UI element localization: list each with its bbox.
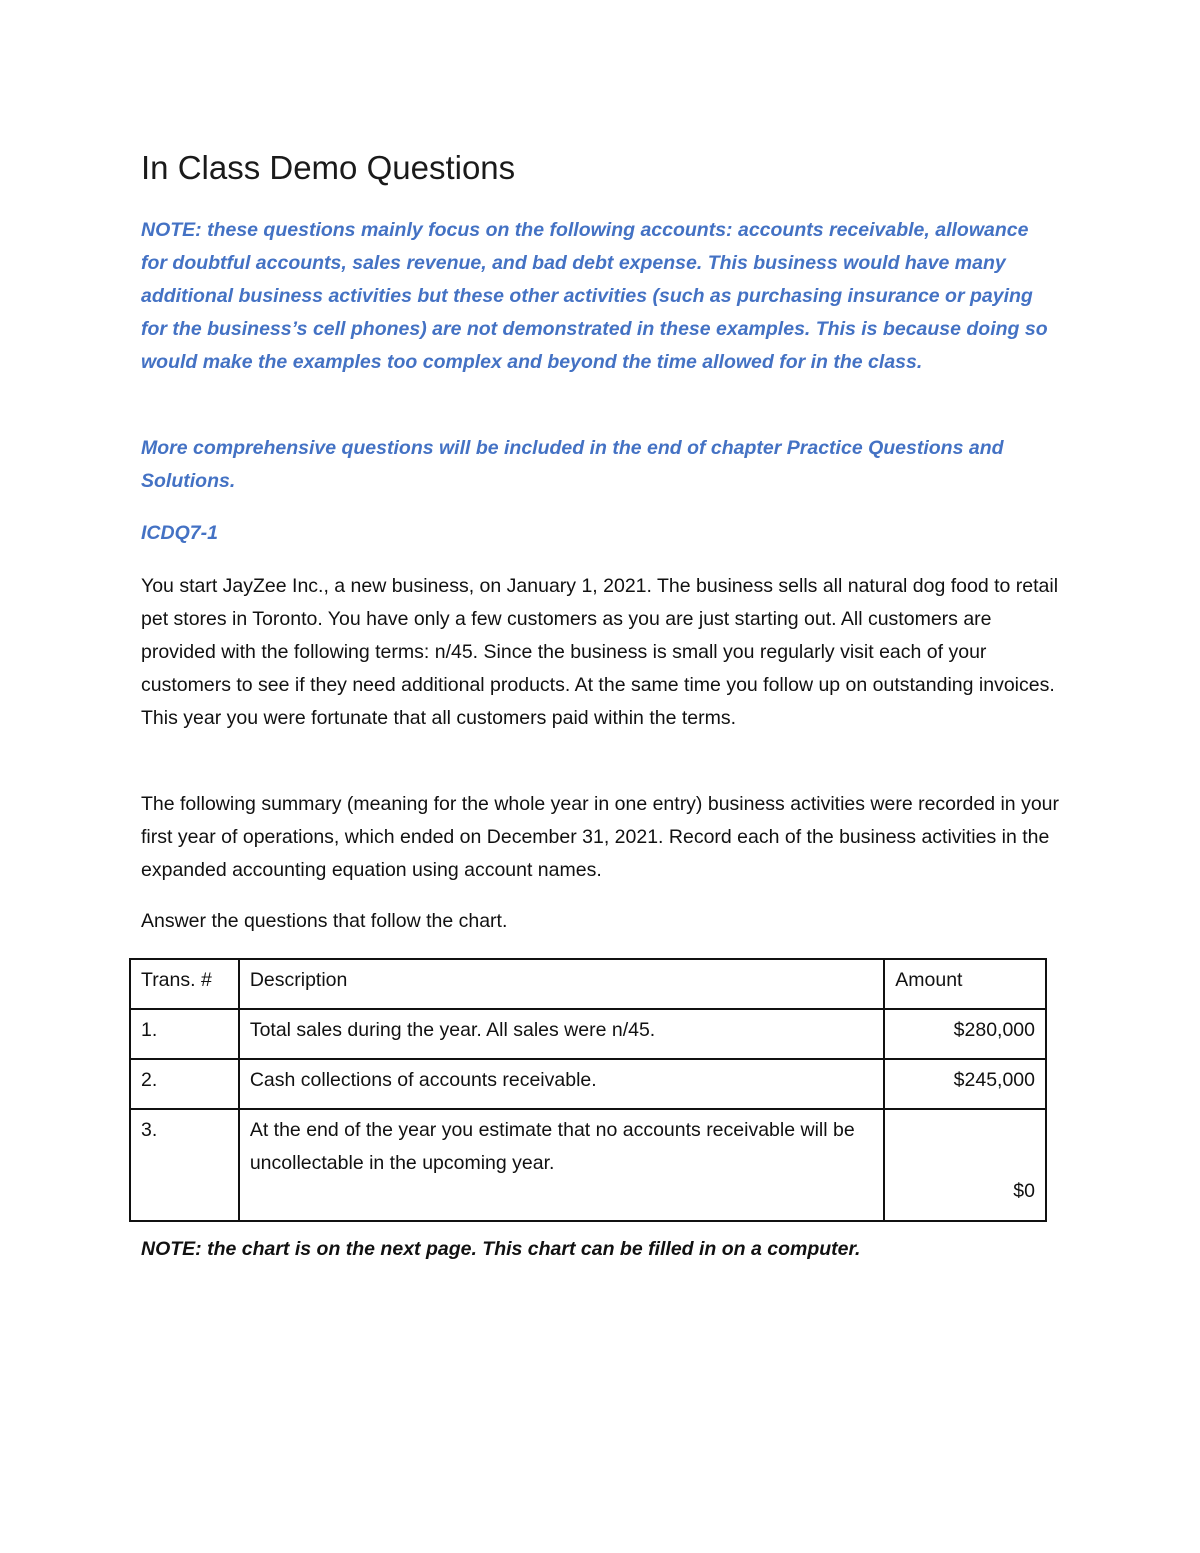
row-description: At the end of the year you estimate that no accounts receivable will be uncollectable in the upcoming year. xyxy=(239,1109,884,1221)
header-trans-num: Trans. # xyxy=(130,959,239,1009)
row-description: Total sales during the year. All sales were n/45. xyxy=(239,1009,884,1059)
chart-note: NOTE: the chart is on the next page. This chart can be filled in on a computer. xyxy=(141,1238,861,1260)
question-id: ICDQ7-1 xyxy=(141,522,218,544)
answer-instruction: Answer the questions that follow the chart. xyxy=(141,910,508,932)
transactions-table xyxy=(129,958,1047,1222)
row-description: Cash collections of accounts receivable. xyxy=(239,1059,884,1109)
row-amount: $245,000 xyxy=(884,1059,1046,1109)
scenario-paragraph: You start JayZee Inc., a new business, on January 1, 2021. The business sells all natural dog food to retail pet stores in Toronto. You have only a few customers as you are just starting out. All customers are provided with the following terms: n/45. Since the business is small you regularly visit each of your customers to see if they need additional products. At the same time you follow up on outstanding invoices. This year you were fortunate that all customers paid within the terms. xyxy=(141,575,1059,729)
row-trans-num: 3. xyxy=(130,1109,239,1221)
row-amount: $280,000 xyxy=(884,1009,1046,1059)
table-row xyxy=(130,1009,1046,1059)
header-amount: Amount xyxy=(884,959,1046,1009)
row-trans-num: 2. xyxy=(130,1059,239,1109)
row-trans-num: 1. xyxy=(130,1009,239,1059)
practice-note: More comprehensive questions will be included in the end of chapter Practice Questions and Solutions. xyxy=(141,437,1004,492)
table-header-row xyxy=(130,959,1046,1009)
header-description: Description xyxy=(239,959,884,1009)
table-row xyxy=(130,1109,1046,1221)
instructions-paragraph: The following summary (meaning for the whole year in one entry) business activities were recorded in your first year of operations, which ended on December 31, 2021. Record each of the business activities in the expanded accounting equation using account names. xyxy=(141,793,1060,881)
table-row xyxy=(130,1059,1046,1109)
scope-note: NOTE: these questions mainly focus on the following accounts: accounts receivable, allowance for doubtful accounts, sales revenue, and bad debt expense. This business would have many additional business activities but these other activities (such as purchasing insurance or paying for the business’s cell phones) are not demonstrated in these examples. This is because doing so would make the examples too complex and beyond the time allowed for in the class. xyxy=(141,219,1048,373)
row-amount: $0 xyxy=(884,1109,1046,1221)
page-title: In Class Demo Questions xyxy=(141,149,516,186)
